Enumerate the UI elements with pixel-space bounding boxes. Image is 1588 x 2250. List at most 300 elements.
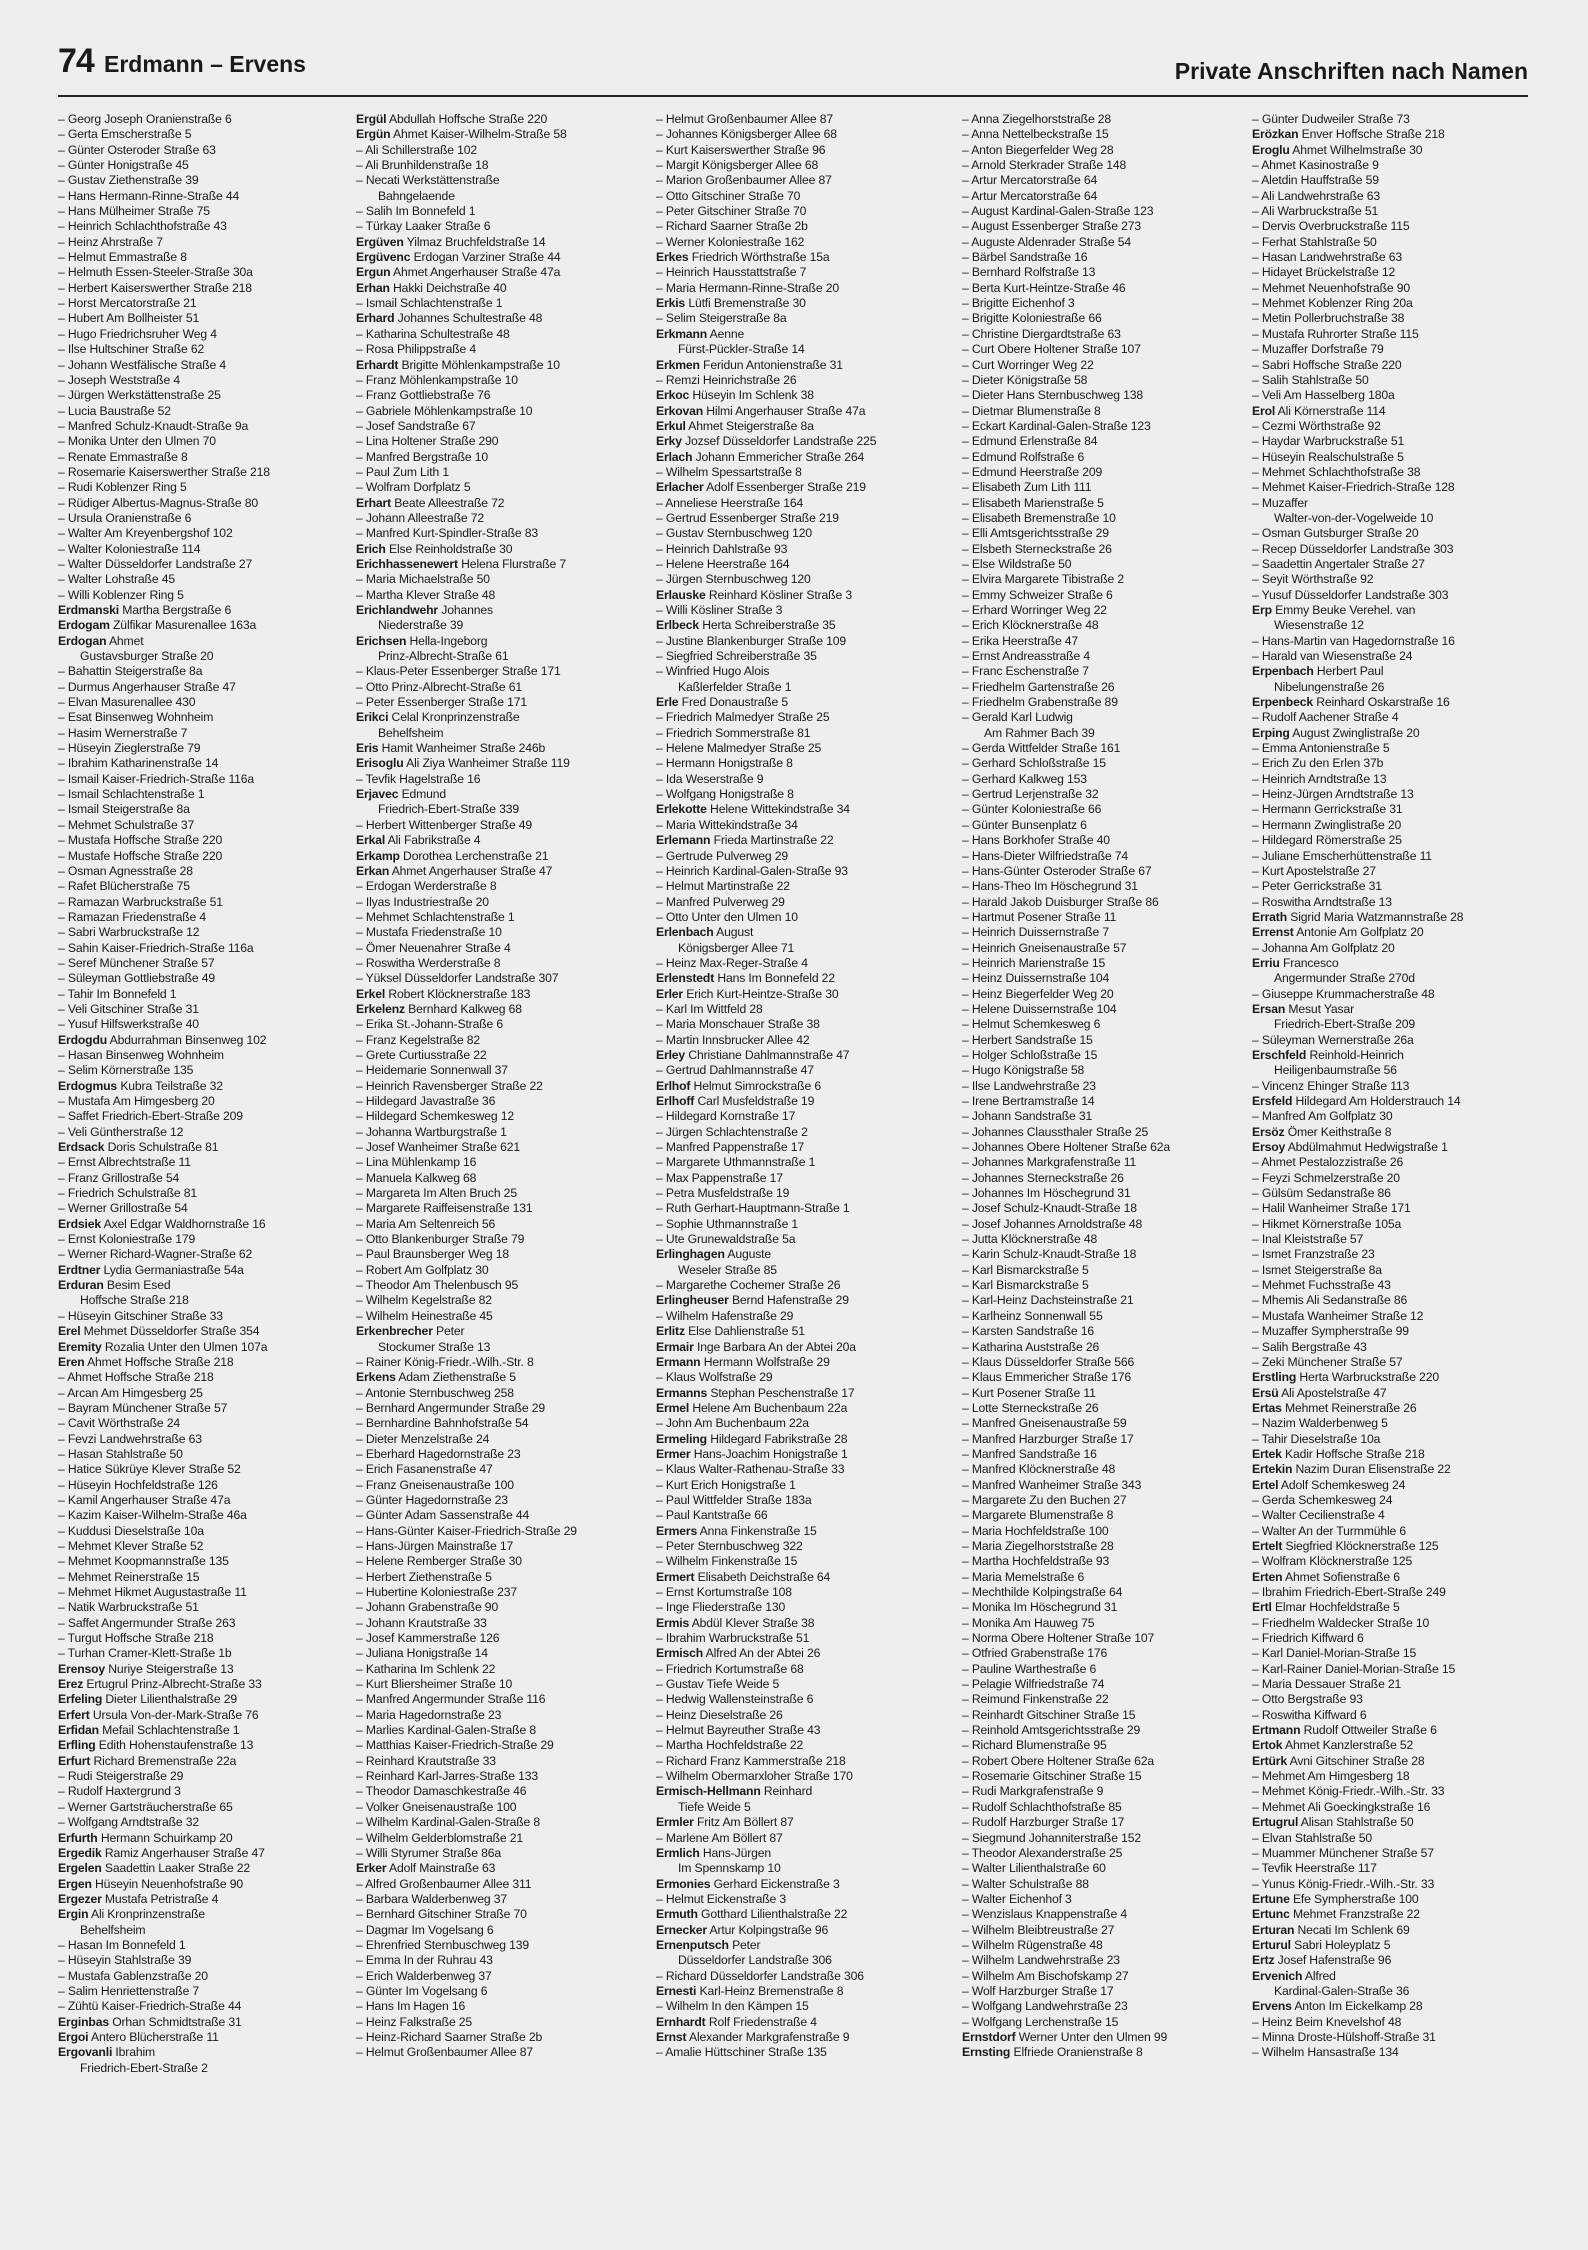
directory-entry: – Hans Hermann-Rinne-Straße 44 bbox=[58, 188, 240, 203]
directory-entry: – Lotte Sterneckstraße 26 bbox=[962, 1400, 1099, 1415]
surname: Ermisch bbox=[656, 1646, 704, 1661]
directory-entry: Erlacher Adolf Essenberger Straße 219 bbox=[656, 480, 866, 495]
directory-entry: – Reinhold Amtsgerichtsstraße 29 bbox=[962, 1723, 1141, 1738]
surname: Eremity bbox=[58, 1339, 102, 1354]
directory-entry: – Barbara Walderbenweg 37 bbox=[356, 1891, 507, 1906]
directory-entry: Erlhoff Carl Musfeldstraße 19 bbox=[656, 1094, 815, 1108]
directory-entry: – Helmut Emmastraße 8 bbox=[58, 250, 187, 265]
directory-entry: – Juliana Honigstraße 14 bbox=[356, 1646, 488, 1661]
directory-entry: – Halil Wanheimer Straße 171 bbox=[1252, 1201, 1411, 1216]
surname: Erschfeld bbox=[1252, 1047, 1307, 1062]
directory-entry: – Heinz Dieselstraße 26 bbox=[656, 1707, 783, 1722]
directory-entry: – Hans-Günter Kaiser-Friedrich-Straße 29 bbox=[356, 1523, 577, 1538]
surname: Erker bbox=[356, 1861, 387, 1876]
directory-entry: – Maria Hermann-Rinne-Straße 20 bbox=[656, 280, 839, 295]
directory-entry: – Wilhelm Rügenstraße 48 bbox=[962, 1937, 1103, 1952]
directory-entry: Erturul Sabri Holeyplatz 5 bbox=[1252, 1937, 1391, 1952]
surname: Ernst bbox=[656, 2029, 687, 2044]
directory-entry: Ermisch Alfred An der Abtei 26 bbox=[656, 1646, 821, 1661]
directory-entry: – Klaus-Peter Essenberger Straße 171 bbox=[356, 664, 561, 679]
directory-entry: – Wilhelm Obermarxloher Straße 170 bbox=[656, 1769, 853, 1784]
surname: Erdsack bbox=[58, 1140, 105, 1155]
directory-entry: – Monika Im Höschegrund 31 bbox=[962, 1600, 1118, 1615]
directory-entry: – Josef Schulz-Knaudt-Straße 18 bbox=[962, 1201, 1137, 1216]
directory-entry: – Rosemarie Kaiserswerther Straße 218 bbox=[58, 464, 270, 479]
directory-entry: – Heinz Beim Knevelshof 48 bbox=[1252, 2014, 1402, 2029]
directory-entry: – Dagmar Im Vogelsang 6 bbox=[356, 1922, 494, 1937]
directory-entry: – Lucia Baustraße 52 bbox=[58, 403, 171, 418]
directory-entry: – Franz Möhlenkampstraße 10 bbox=[356, 372, 518, 387]
directory-entry: Gustavsburger Straße 20 bbox=[80, 649, 214, 664]
directory-entry: – Dervis Overbruckstraße 115 bbox=[1252, 219, 1410, 234]
directory-entry: – Edmund Rolfstraße 6 bbox=[962, 449, 1085, 464]
directory-entry: – Anton Biegerfelder Weg 28 bbox=[962, 142, 1114, 157]
surname: Erich bbox=[356, 541, 386, 556]
directory-entry: Am Rahmer Bach 39 bbox=[984, 725, 1095, 740]
surname: Erle bbox=[656, 695, 679, 710]
directory-entry: – Günter Koloniestraße 66 bbox=[962, 802, 1102, 817]
directory-entry: – Hartmut Posener Straße 11 bbox=[962, 909, 1117, 924]
directory-entry: Angermunder Straße 270d bbox=[1274, 971, 1415, 986]
directory-entry: Erichlandwehr Johannes bbox=[356, 603, 493, 617]
directory-entry: Erfurth Hermann Schuirkamp 20 bbox=[58, 1830, 233, 1845]
directory-entry: – Franz Kegelstraße 82 bbox=[356, 1032, 481, 1047]
surname: Eris bbox=[356, 741, 379, 756]
directory-entry: – Osman Gutsburger Straße 20 bbox=[1252, 526, 1419, 541]
directory-entry: – Helmut Martinstraße 22 bbox=[656, 879, 790, 894]
directory-entry: – Mhemis Ali Sedanstraße 86 bbox=[1252, 1293, 1408, 1308]
directory-entry: Erfeling Dieter Lilienthalstraße 29 bbox=[58, 1692, 237, 1707]
page-number: 74 bbox=[58, 42, 94, 80]
directory-entry: Erpenbeck Reinhard Oskarstraße 16 bbox=[1252, 695, 1450, 710]
directory-entry: – Ismail Schlachtenstraße 1 bbox=[356, 296, 503, 311]
directory-entry: Ermeling Hildegard Fabrikstraße 28 bbox=[656, 1431, 848, 1446]
directory-entry: – Hans-Martin van Hagedornstraße 16 bbox=[1252, 633, 1455, 648]
directory-entry: – Max Pappenstraße 17 bbox=[656, 1170, 783, 1185]
directory-entry: – Elvira Margarete Tibistraße 2 bbox=[962, 572, 1124, 587]
directory-entry: – Dieter Menzelstraße 24 bbox=[356, 1431, 490, 1446]
directory-entry: Erfidan Mefail Schlachtenstraße 1 bbox=[58, 1723, 240, 1738]
directory-entry: – Roswitha Werderstraße 8 bbox=[356, 955, 501, 970]
directory-entry: – Artur Mercatorstraße 64 bbox=[962, 188, 1098, 203]
surname: Ertas bbox=[1252, 1400, 1282, 1415]
surname: Erjavec bbox=[356, 787, 399, 802]
directory-entry: Erhan Hakki Deichstraße 40 bbox=[356, 280, 507, 295]
directory-entry: – Rudi Markgrafenstraße 9 bbox=[962, 1784, 1104, 1799]
directory-entry: – Karl Daniel-Morian-Straße 15 bbox=[1252, 1646, 1417, 1661]
directory-entry: – Helmut Bayreuther Straße 43 bbox=[656, 1723, 821, 1738]
directory-entry: – Selim Steigerstraße 8a bbox=[656, 311, 787, 326]
directory-entry: – Süleyman Gottliebstraße 49 bbox=[58, 971, 216, 986]
directory-entry: – Saadettin Angertaler Straße 27 bbox=[1252, 556, 1425, 571]
surname: Erkes bbox=[656, 250, 689, 265]
section-title: Private Anschriften nach Namen bbox=[1174, 58, 1528, 84]
directory-entry: Erler Erich Kurt-Heintze-Straße 30 bbox=[656, 986, 839, 1001]
directory-entry: – Feyzi Schmelzerstraße 20 bbox=[1252, 1170, 1400, 1185]
directory-entry: – Tevfik Heerstraße 117 bbox=[1252, 1861, 1377, 1876]
directory-entry: – Erhard Worringer Weg 22 bbox=[962, 603, 1107, 617]
surname: Ermonies bbox=[656, 1876, 711, 1891]
directory-entry: – Hüseyin Zieglerstraße 79 bbox=[58, 741, 201, 756]
directory-entry: – Wilhelm Hafenstraße 29 bbox=[656, 1308, 794, 1323]
directory-entry: – Hüseyin Hochfeldstraße 126 bbox=[58, 1477, 218, 1492]
directory-entry: – Otto Prinz-Albrecht-Straße 61 bbox=[356, 679, 523, 694]
directory-entry: – Rafet Blücherstraße 75 bbox=[58, 879, 190, 894]
directory-entry: – Ibrahim Friedrich-Ebert-Straße 249 bbox=[1252, 1585, 1446, 1599]
directory-entry: – Mehmet Kaiser-Friedrich-Straße 128 bbox=[1252, 480, 1455, 495]
directory-entry: – Volker Gneisenaustraße 100 bbox=[356, 1799, 517, 1814]
directory-entry: Ertekin Nazim Duran Elisenstraße 22 bbox=[1252, 1462, 1451, 1477]
directory-entry: – Rudi Steigerstraße 29 bbox=[58, 1769, 184, 1784]
surname: Ersfeld bbox=[1252, 1094, 1293, 1108]
directory-entry: – Hildegard Javastraße 36 bbox=[356, 1094, 496, 1108]
surname: Erdogmus bbox=[58, 1078, 118, 1093]
directory-entry: Friedrich-Ebert-Straße 209 bbox=[1274, 1017, 1416, 1032]
directory-entry: – Otfried Grabenstraße 176 bbox=[962, 1646, 1108, 1661]
directory-entry: – Gerhard Schloßstraße 15 bbox=[962, 756, 1106, 771]
directory-entry: – Peter Gitschiner Straße 70 bbox=[656, 204, 807, 219]
directory-entry: – Klaus Wolfstraße 29 bbox=[656, 1370, 773, 1385]
directory-entry: Ergüven Yilmaz Bruchfeldstraße 14 bbox=[356, 234, 546, 249]
surname: Erten bbox=[1252, 1569, 1283, 1584]
directory-entry: Behelfsheim bbox=[80, 1922, 146, 1937]
directory-entry: – Günter Bunsenplatz 6 bbox=[962, 817, 1087, 832]
directory-entry: – Wilhelm Am Bischofskamp 27 bbox=[962, 1968, 1129, 1983]
directory-entry: – Muzaffer Sympherstraße 99 bbox=[1252, 1324, 1409, 1339]
directory-entry: – Georg Joseph Oranienstraße 6 bbox=[58, 112, 232, 126]
directory-entry: – Muzaffer bbox=[1252, 495, 1308, 510]
surname: Erhard bbox=[356, 311, 395, 326]
directory-entry: Ertl Elmar Hochfeldstraße 5 bbox=[1252, 1600, 1400, 1615]
directory-entry: Ergin Ali Kronprinzenstraße bbox=[58, 1907, 206, 1922]
directory-entry: – Ute Grunewaldstraße 5a bbox=[656, 1232, 796, 1247]
directory-entry: – Mehmet Schulstraße 37 bbox=[58, 817, 195, 832]
directory-entry: – Ursula Oranienstraße 6 bbox=[58, 510, 192, 525]
directory-entry: – Ernst Koloniestraße 179 bbox=[58, 1232, 196, 1247]
surname: Erkul bbox=[656, 418, 686, 433]
directory-entry: – Klaus Düsseldorfer Straße 566 bbox=[962, 1354, 1135, 1369]
surname: Ernesti bbox=[656, 1983, 697, 1998]
directory-entry: Erkan Ahmet Angerhauser Straße 47 bbox=[356, 863, 553, 878]
directory-entry: – Heinrich Duissernstraße 7 bbox=[962, 925, 1109, 940]
directory-entry: – Harald van Wiesenstraße 24 bbox=[1252, 649, 1413, 664]
directory-entry: – Hans Im Hagen 16 bbox=[356, 1999, 466, 2014]
surname: Ermuth bbox=[656, 1907, 698, 1922]
directory-entry: – Heinz Falkstraße 25 bbox=[356, 2014, 473, 2029]
directory-entry: Erlenbach August bbox=[656, 925, 754, 940]
directory-entry: – Bernhard Angermunder Straße 29 bbox=[356, 1400, 545, 1415]
directory-entry: – Hans-Günter Osteroder Straße 67 bbox=[962, 863, 1152, 878]
directory-entry: Ergelen Saadettin Laaker Straße 22 bbox=[58, 1861, 251, 1876]
directory-entry: – Gülsüm Sedanstraße 86 bbox=[1252, 1186, 1391, 1201]
directory-entry: – Grete Curtiusstraße 22 bbox=[356, 1047, 487, 1062]
directory-entry: – Arcan Am Himgesberg 25 bbox=[58, 1385, 203, 1400]
directory-entry: – Johann Westfälische Straße 4 bbox=[58, 357, 227, 372]
directory-entry: – Mustafa Ruhrorter Straße 115 bbox=[1252, 326, 1419, 341]
directory-entry: Walter-von-der-Vogelweide 10 bbox=[1274, 510, 1434, 525]
directory-entry: Tiefe Weide 5 bbox=[678, 1799, 751, 1814]
directory-entry: Ertelt Siegfried Klöcknerstraße 125 bbox=[1252, 1538, 1439, 1553]
directory-entry: – Eberhard Hagedornstraße 23 bbox=[356, 1446, 521, 1461]
directory-entry: Ertürk Avni Gitschiner Straße 28 bbox=[1252, 1753, 1425, 1768]
directory-entry: Erjavec Edmund bbox=[356, 787, 447, 802]
directory-entry: Erkelenz Bernhard Kalkweg 68 bbox=[356, 1001, 522, 1016]
directory-entry: – Rainer König-Friedr.-Wilh.-Str. 8 bbox=[356, 1354, 534, 1369]
surname: Erp bbox=[1252, 603, 1272, 617]
directory-entry: Erichsen Hella-Ingeborg bbox=[356, 633, 488, 648]
surname: Erduran bbox=[58, 1278, 104, 1293]
column-1 bbox=[58, 112, 350, 2227]
directory-entry: – Remzi Heinrichstraße 26 bbox=[656, 372, 797, 387]
surname: Erez bbox=[58, 1677, 84, 1692]
directory-entry: – Helmut Eickenstraße 3 bbox=[656, 1891, 786, 1906]
directory-entry: – Mehmet König-Friedr.-Wilh.-Str. 33 bbox=[1252, 1784, 1445, 1799]
surname: Erturul bbox=[1252, 1937, 1291, 1952]
directory-entry: Ergezer Mustafa Petristraße 4 bbox=[58, 1891, 219, 1906]
directory-entry: – Johann Sandstraße 31 bbox=[962, 1109, 1093, 1124]
directory-entry: – Wenzislaus Knappenstraße 4 bbox=[962, 1907, 1127, 1922]
directory-entry: – Muzaffer Dorfstraße 79 bbox=[1252, 342, 1384, 357]
directory-entry: – Mustafa Wanheimer Straße 12 bbox=[1252, 1308, 1424, 1323]
directory-entry: – Margarete Zu den Buchen 27 bbox=[962, 1492, 1127, 1507]
directory-entry: Ernhardt Rolf Friedenstraße 4 bbox=[656, 2014, 817, 2029]
directory-entry: Erduran Besim Esed bbox=[58, 1278, 171, 1293]
directory-entry: – Ilyas Industriestraße 20 bbox=[356, 894, 489, 909]
directory-entry: Eroglu Ahmet Wilhelmstraße 30 bbox=[1252, 142, 1423, 157]
directory-entry: – Herbert Ziethenstraße 5 bbox=[356, 1569, 492, 1584]
directory-entry: – Yüksel Düsseldorfer Landstraße 307 bbox=[356, 971, 559, 986]
surname: Erturan bbox=[1252, 1922, 1295, 1937]
directory-entry: – Franz Grillostraße 54 bbox=[58, 1170, 180, 1185]
directory-entry: – Maria Memelstraße 6 bbox=[962, 1569, 1085, 1584]
directory-entry: – Otto Gitschiner Straße 70 bbox=[656, 188, 801, 203]
surname: Erkens bbox=[356, 1370, 396, 1385]
directory-entry: – Walter Koloniestraße 114 bbox=[58, 541, 201, 556]
directory-entry: – Hugo Königstraße 58 bbox=[962, 1063, 1085, 1078]
directory-entry: – Anna Nettelbeckstraße 15 bbox=[962, 127, 1109, 142]
directory-entry: Ermler Fritz Am Böllert 87 bbox=[656, 1815, 794, 1830]
directory-entry: – Ramazan Friedenstraße 4 bbox=[58, 909, 206, 924]
directory-entry: – Wolfram Dorfplatz 5 bbox=[356, 480, 471, 495]
directory-entry: – Friedrich Kiffward 6 bbox=[1252, 1631, 1364, 1646]
directory-entry: – Inal Kleiststraße 57 bbox=[1252, 1232, 1364, 1247]
directory-entry: – Johannes Im Höschegrund 31 bbox=[962, 1186, 1131, 1201]
surname: Ertl bbox=[1252, 1600, 1272, 1615]
directory-entry: – Ernst Kortumstraße 108 bbox=[656, 1585, 792, 1599]
directory-entry: – Heinrich Ravensberger Straße 22 bbox=[356, 1078, 543, 1093]
directory-entry: – Klaus Emmericher Straße 176 bbox=[962, 1370, 1132, 1385]
directory-entry: – Walter Eichenhof 3 bbox=[962, 1891, 1072, 1906]
directory-entry: – Erich Fasanenstraße 47 bbox=[356, 1462, 493, 1477]
directory-entry: – Muammer Münchener Straße 57 bbox=[1252, 1845, 1434, 1860]
surname: Erözkan bbox=[1252, 127, 1299, 142]
directory-entry: Erten Ahmet Sofienstraße 6 bbox=[1252, 1569, 1400, 1584]
surname: Ermlich bbox=[656, 1845, 700, 1860]
directory-entry: – Ali Warbruckstraße 51 bbox=[1252, 204, 1379, 219]
surname: Ermair bbox=[656, 1339, 694, 1354]
directory-entry: – Manfred Gneisenaustraße 59 bbox=[962, 1416, 1127, 1431]
directory-entry: Erdmanski Martha Bergstraße 6 bbox=[58, 603, 232, 617]
directory-entry: – Mehmet Hikmet Augustastraße 11 bbox=[58, 1585, 247, 1599]
surname: Erlinghagen bbox=[656, 1247, 725, 1262]
directory-entry: Ermers Anna Finkenstraße 15 bbox=[656, 1523, 817, 1538]
directory-entry: – Otto Blankenburger Straße 79 bbox=[356, 1232, 525, 1247]
directory-entry: – Ilse Hultschiner Straße 62 bbox=[58, 342, 205, 357]
surname: Erensoy bbox=[58, 1661, 106, 1676]
directory-entry: – Heinrich Marienstraße 15 bbox=[962, 955, 1106, 970]
directory-entry: – Lina Holtener Straße 290 bbox=[356, 434, 499, 449]
directory-entry: Ergül Abdullah Hoffsche Straße 220 bbox=[356, 112, 548, 126]
directory-entry: – Kurt Erich Honigstraße 1 bbox=[656, 1477, 796, 1492]
directory-entry: – Walter Am Kreyenbergshof 102 bbox=[58, 526, 233, 541]
directory-entry: Ermel Helene Am Buchenbaum 22a bbox=[656, 1400, 848, 1415]
directory-entry: – Brigitte Eichenhof 3 bbox=[962, 296, 1075, 311]
directory-entry: – Yusuf Hilfswerkstraße 40 bbox=[58, 1017, 199, 1032]
directory-entry: Ermlich Hans-Jürgen bbox=[656, 1845, 772, 1860]
surname: Erel bbox=[58, 1324, 81, 1339]
directory-entry: Ermann Hermann Wolfstraße 29 bbox=[656, 1354, 830, 1369]
directory-entry: – Wilhelm Finkenstraße 15 bbox=[656, 1554, 798, 1569]
directory-entry: – Karlheinz Sonnenwall 55 bbox=[962, 1308, 1103, 1323]
directory-entry: – Josef Wanheimer Straße 621 bbox=[356, 1140, 521, 1155]
directory-entry: – Dietmar Blumenstraße 8 bbox=[962, 403, 1101, 418]
directory-entry: Erker Adolf Mainstraße 63 bbox=[356, 1861, 496, 1876]
directory-entry: – Maria Wittekindstraße 34 bbox=[656, 817, 798, 832]
surname: Ersoy bbox=[1252, 1140, 1286, 1155]
surname: Ermis bbox=[656, 1615, 690, 1630]
surname: Erkis bbox=[656, 296, 686, 311]
directory-entry: – Willi Kösliner Straße 3 bbox=[656, 603, 783, 617]
directory-entry: Erdogam Zülfikar Masurenallee 163a bbox=[58, 618, 257, 633]
surname: Erfurt bbox=[58, 1753, 91, 1768]
directory-entry: Erich Else Reinholdstraße 30 bbox=[356, 541, 513, 556]
surname: Erlhoff bbox=[656, 1094, 695, 1108]
directory-entry: – Siegfried Schreiberstraße 35 bbox=[656, 649, 817, 664]
directory-entry: – Reimund Finkenstraße 22 bbox=[962, 1692, 1109, 1707]
directory-entry: Erisoglu Ali Ziya Wanheimer Straße 119 bbox=[356, 756, 570, 771]
directory-entry: – Kurt Apostelstraße 27 bbox=[1252, 863, 1376, 878]
directory-entry: – Wolfgang Arndtstraße 32 bbox=[58, 1815, 200, 1830]
directory-entry: – Günter Im Vogelsang 6 bbox=[356, 1983, 488, 1998]
directory-entry: – Heinz Ahrstraße 7 bbox=[58, 234, 163, 249]
directory-entry: Erkoc Hüseyin Im Schlenk 38 bbox=[656, 388, 814, 403]
directory-entry: – Reinhardt Gitschiner Straße 15 bbox=[962, 1707, 1136, 1722]
directory-entry: – Veli Güntherstraße 12 bbox=[58, 1124, 184, 1139]
page-header bbox=[58, 42, 1528, 82]
directory-entry: – Marlies Kardinal-Galen-Straße 8 bbox=[356, 1723, 536, 1738]
surname: Erichsen bbox=[356, 633, 407, 648]
directory-entry: – Eckart Kardinal-Galen-Straße 123 bbox=[962, 418, 1151, 433]
directory-entry: – Antonie Sternbuschweg 258 bbox=[356, 1385, 514, 1400]
directory-entry: Behelfsheim bbox=[378, 725, 444, 740]
directory-entry: – Bahattin Steigerstraße 8a bbox=[58, 664, 203, 679]
directory-entry: Erdtner Lydia Germaniastraße 54a bbox=[58, 1262, 244, 1277]
directory-entry: Erlach Johann Emmericher Straße 264 bbox=[656, 449, 865, 464]
surname: Ervenich bbox=[1252, 1968, 1303, 1983]
directory-entry: Ernecker Artur Kolpingstraße 96 bbox=[656, 1922, 829, 1937]
directory-entry: – Bernhard Gitschiner Straße 70 bbox=[356, 1907, 527, 1922]
surname: Erlenstedt bbox=[656, 971, 715, 986]
surname: Ernstdorf bbox=[962, 2029, 1016, 2044]
directory-entry: – Wilhelm Hansastraße 134 bbox=[1252, 2045, 1399, 2060]
directory-entry: – Ahmet Kasinostraße 9 bbox=[1252, 158, 1379, 173]
directory-entry: – Siegmund Johanniterstraße 152 bbox=[962, 1830, 1141, 1845]
directory-entry: – Rudolf Harzburger Straße 17 bbox=[962, 1815, 1125, 1830]
page-range: Erdmann – Ervens bbox=[104, 51, 306, 77]
directory-entry: Ernst Alexander Markgrafenstraße 9 bbox=[656, 2029, 850, 2044]
directory-entry: – Curt Obere Holtener Straße 107 bbox=[962, 342, 1141, 357]
directory-entry: – Irene Bertramstraße 14 bbox=[962, 1094, 1095, 1108]
directory-entry: – Hildegard Römerstraße 25 bbox=[1252, 833, 1402, 848]
directory-entry: Ersoy Abdülmahmut Hedwigstraße 1 bbox=[1252, 1140, 1448, 1155]
directory-entry: – Walter Cecilienstraße 4 bbox=[1252, 1508, 1385, 1523]
directory-entry: – Richard Saarner Straße 2b bbox=[656, 219, 808, 234]
directory-entry: – Roswitha Kiffward 6 bbox=[1252, 1707, 1367, 1722]
directory-entry: – Seyit Wörthstraße 92 bbox=[1252, 572, 1374, 587]
directory-entry: – Ismet Steigerstraße 8a bbox=[1252, 1262, 1382, 1277]
directory-entry: – Rudolf Haxtergrund 3 bbox=[58, 1784, 181, 1799]
surname: Erlach bbox=[656, 449, 693, 464]
directory-entry: – Karl Bismarckstraße 5 bbox=[962, 1262, 1089, 1277]
directory-entry: – Walter An der Turmmühle 6 bbox=[1252, 1523, 1406, 1538]
directory-entry: – Sahin Kaiser-Friedrich-Straße 116a bbox=[58, 940, 254, 955]
directory-entry: Kardinal-Galen-Straße 36 bbox=[1274, 1983, 1410, 1998]
directory-entry: – Tahir Im Bonnefeld 1 bbox=[58, 986, 177, 1001]
surname: Erlitz bbox=[656, 1324, 685, 1339]
directory-entry: – Wolfgang Landwehrstraße 23 bbox=[962, 1999, 1128, 2014]
directory-entry: Eremity Rozalia Unter den Ulmen 107a bbox=[58, 1339, 268, 1354]
header-rule bbox=[58, 95, 1528, 97]
directory-entry: – Margit Königsberger Allee 68 bbox=[656, 158, 819, 173]
surname: Erichhassenewert bbox=[356, 556, 458, 571]
directory-entry: – Roswitha Arndtstraße 13 bbox=[1252, 894, 1392, 909]
directory-entry: Erel Mehmet Düsseldorfer Straße 354 bbox=[58, 1324, 260, 1339]
directory-entry: – Mustafa Am Himgesberg 20 bbox=[58, 1094, 215, 1108]
directory-entry: – Wilhelm Gelderblomstraße 21 bbox=[356, 1830, 524, 1845]
directory-entry: – Peter Sternbuschweg 322 bbox=[656, 1538, 803, 1553]
directory-entry: – Hugo Friedrichsruher Weg 4 bbox=[58, 326, 217, 341]
directory-entry: – Harald Jakob Duisburger Straße 86 bbox=[962, 894, 1159, 909]
directory-entry: – Alfred Großenbaumer Allee 311 bbox=[356, 1876, 532, 1891]
directory-entry: – Heinz Biegerfelder Weg 20 bbox=[962, 986, 1114, 1001]
surname: Eroglu bbox=[1252, 142, 1290, 157]
directory-entry: – Manfred Bergstraße 10 bbox=[356, 449, 489, 464]
directory-entry: – Holger Schloßstraße 15 bbox=[962, 1047, 1098, 1062]
directory-entry: – Kazim Kaiser-Wilhelm-Straße 46a bbox=[58, 1508, 247, 1523]
surname: Erriu bbox=[1252, 955, 1280, 970]
directory-entry: – Karsten Sandstraße 16 bbox=[962, 1324, 1095, 1339]
directory-entry: Ermair Inge Barbara An der Abtei 20a bbox=[656, 1339, 856, 1354]
column-5 bbox=[1252, 112, 1544, 2227]
directory-entry: – Otto Unter den Ulmen 10 bbox=[656, 909, 798, 924]
directory-entry: – Karl-Rainer Daniel-Morian-Straße 15 bbox=[1252, 1661, 1456, 1676]
directory-entry: Ergoi Antero Blücherstraße 11 bbox=[58, 2029, 219, 2044]
directory-entry: – Manfred Klöcknerstraße 48 bbox=[962, 1462, 1116, 1477]
directory-entry: – Wilhelm In den Kämpen 15 bbox=[656, 1999, 809, 2014]
directory-entry: Erkmen Feridun Antonienstraße 31 bbox=[656, 357, 843, 372]
directory-entry: – Sophie Uthmannstraße 1 bbox=[656, 1216, 799, 1231]
directory-entry: – Peter Essenberger Straße 171 bbox=[356, 695, 527, 710]
directory-entry: – Marlene Am Böllert 87 bbox=[656, 1830, 783, 1845]
directory-entry: – Johanna Am Golfplatz 20 bbox=[1252, 940, 1395, 955]
directory-entry: – Mechthilde Kolpingstraße 64 bbox=[962, 1585, 1123, 1599]
surname: Erkan bbox=[356, 863, 390, 878]
directory-entry: – Manfred Schulz-Knaudt-Straße 9a bbox=[58, 418, 249, 433]
directory-entry: Prinz-Albrecht-Straße 61 bbox=[378, 649, 509, 664]
directory-entry: – Manfred Pappenstraße 17 bbox=[656, 1140, 805, 1155]
directory-entry: – Pauline Warthestraße 6 bbox=[962, 1661, 1097, 1676]
directory-entry: – Amalie Hüttschiner Straße 135 bbox=[656, 2045, 827, 2060]
